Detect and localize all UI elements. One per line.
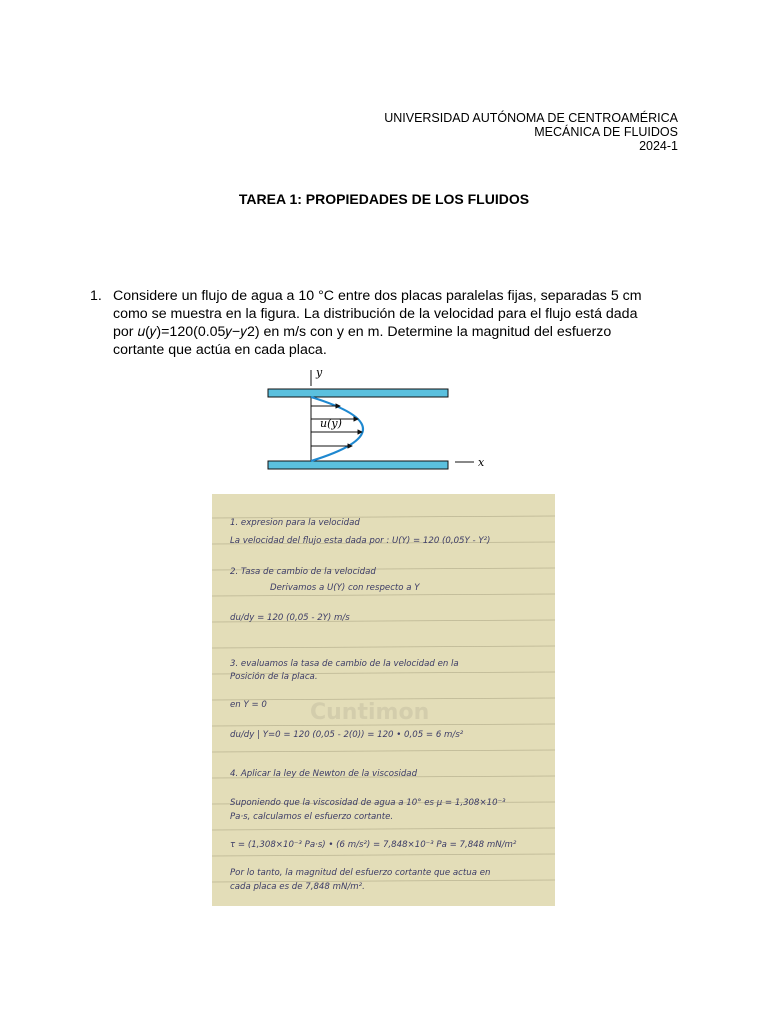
problem-line: cortante que actúa en cada placa. <box>113 342 327 358</box>
term: 2024-1 <box>639 139 678 153</box>
problem-statement <box>90 287 690 359</box>
velocity-label: u(y) <box>320 417 342 430</box>
note-line: 3. evaluamos la tasa de cambio de la velocidad en la <box>230 659 459 669</box>
note-line: Derivamos a U(Y) con respecto a Y <box>270 583 420 593</box>
note-line: 1. expresion para la velocidad <box>230 518 360 528</box>
x-axis-label: x <box>478 456 485 469</box>
note-line: 4. Aplicar la ley de Newton de la viscosidad <box>230 769 418 779</box>
bottom-plate <box>268 461 448 469</box>
note-line: La velocidad del flujo esta dada por : U(Y) = 120 (0,05Y - Y²) <box>230 536 491 546</box>
y-axis-label: y <box>316 366 323 379</box>
note-line: cada placa es de 7,848 mN/m². <box>230 882 365 892</box>
university-name: UNIVERSIDAD AUTÓNOMA DE CENTROAMÉRICA <box>384 111 678 125</box>
note-line: Posición de la placa. <box>230 672 318 682</box>
note-line: 2. Tasa de cambio de la velocidad <box>230 567 376 577</box>
problem-number: 1. <box>90 288 102 304</box>
watermark: Cuntimon <box>310 700 430 725</box>
handwritten-notes-photo <box>212 494 555 906</box>
assignment-title: TAREA 1: PROPIEDADES DE LOS FLUIDOS <box>238 191 530 207</box>
top-plate <box>268 389 448 397</box>
note-line: du/dy = 120 (0,05 - 2Y) m/s <box>230 613 350 623</box>
note-line: en Y = 0 <box>230 700 267 710</box>
note-line: Suponiendo que la viscosidad de agua a 10° es μ = 1,308×10⁻³ <box>230 798 506 808</box>
note-line: Pa·s, calculamos el esfuerzo cortante. <box>230 812 394 822</box>
problem-line: por 𝑢(𝑦)=120(0.05𝑦−𝑦2) en m/s con y en m. Determine la magnitud del esfuerzo <box>113 324 612 340</box>
note-line: Por lo tanto, la magnitud del esfuerzo cortante que actua en <box>230 868 491 878</box>
document-header <box>384 111 678 153</box>
note-line: du/dy | Y=0 = 120 (0,05 - 2(0)) = 120 • 0,05 = 6 m/s² <box>230 730 464 740</box>
problem-line: Considere un flujo de agua a 10 °C entre dos placas paralelas fijas, separadas 5 cm <box>113 288 642 304</box>
problem-line: como se muestra en la figura. La distribución de la velocidad para el flujo está dada <box>113 306 638 322</box>
note-line: τ = (1,308×10⁻³ Pa·s) • (6 m/s²) = 7,848×10⁻³ Pa = 7,848 mN/m² <box>230 840 517 850</box>
course-name: MECÁNICA DE FLUIDOS <box>534 125 678 139</box>
flow-diagram <box>262 364 502 474</box>
